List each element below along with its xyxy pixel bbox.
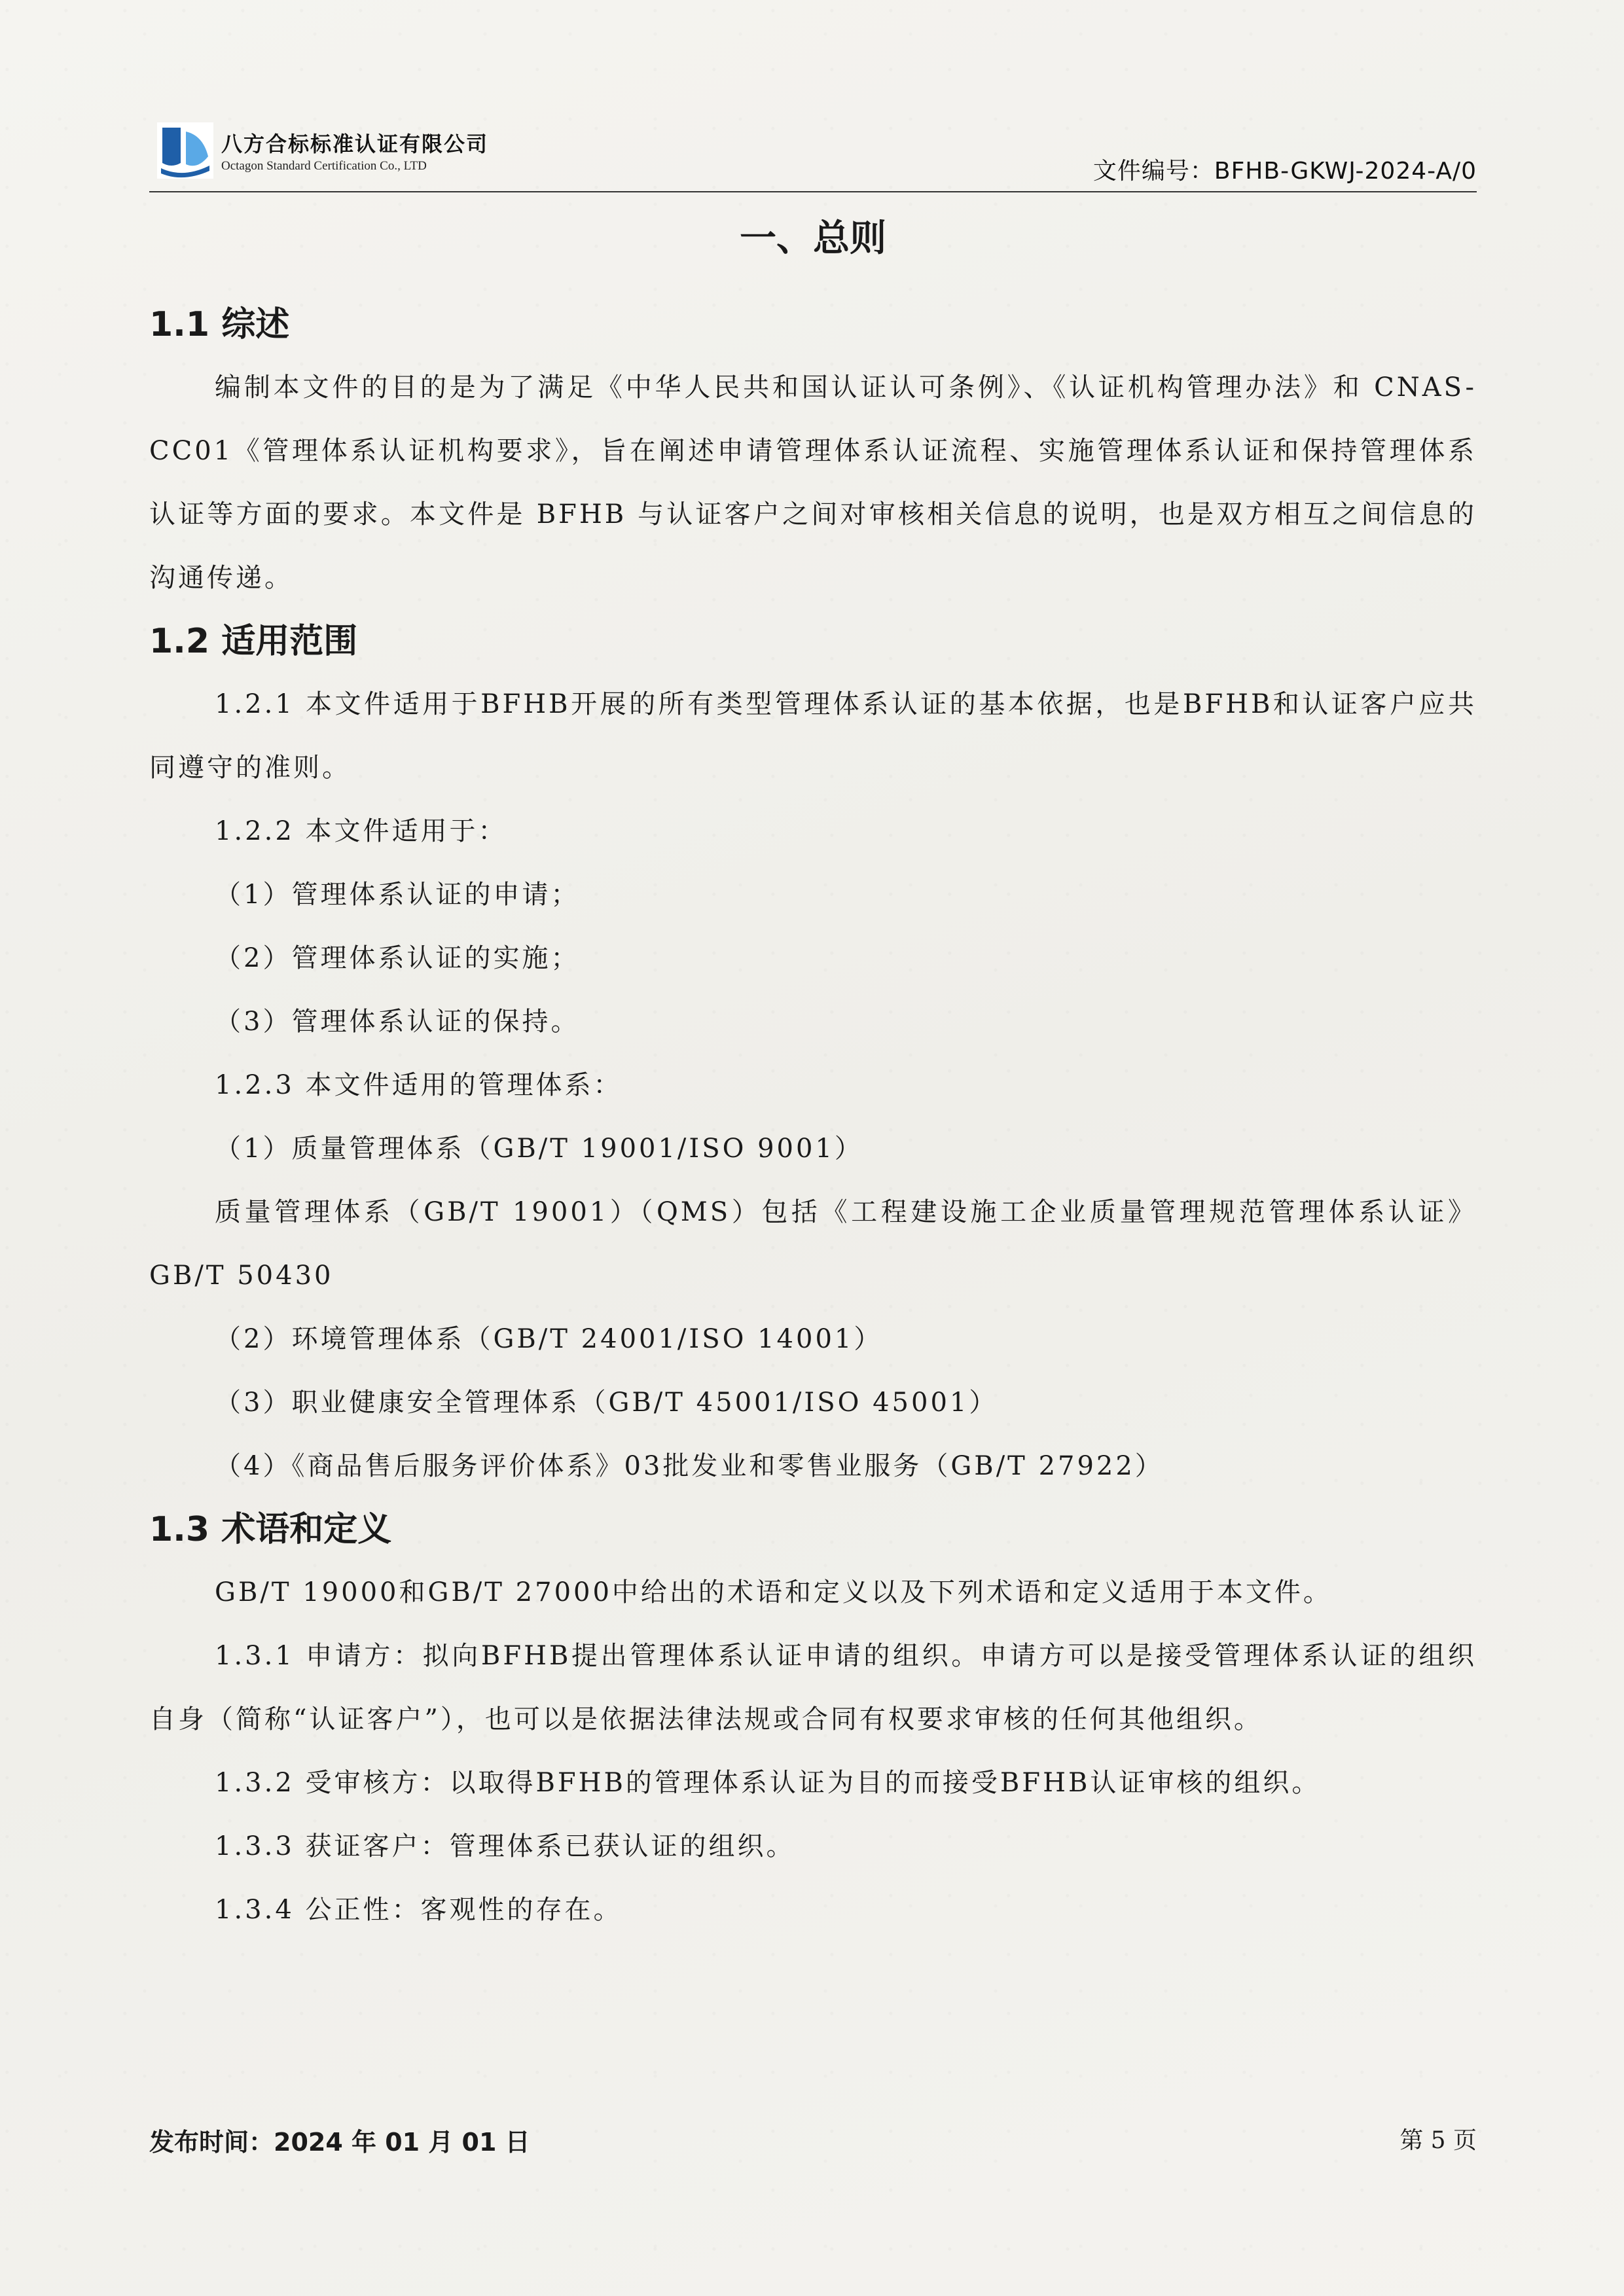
page-header [149, 111, 1477, 192]
paragraph: 1.2.3 本文件适用的管理体系： [215, 1070, 623, 1100]
list-item: （1）管理体系认证的申请； [215, 880, 580, 910]
paragraph: 1.2.1 本文件适用于BFHB开展的所有类型管理体系认证的基本依据，也是BFHB和认证客户应共同遵守的准则。 [149, 689, 1477, 783]
list-item: （3）职业健康安全管理体系（GB/T 45001/ISO 45001） [215, 1388, 998, 1418]
paragraph: 1.3.2 受审核方：以取得BFHB的管理体系认证为目的而接受BFHB认证审核的组织。 [215, 1768, 1321, 1798]
list-item: （4）《商品售后服务评价体系》03批发业和零售业服务（GB/T 27922） [215, 1451, 1164, 1481]
paragraph: 1.3.3 获证客户：管理体系已获认证的组织。 [215, 1831, 795, 1861]
paragraph: 编制本文件的目的是为了满足《中华人民共和国认证认可条例》、《认证机构管理办法》和 CNAS-CC01《管理体系认证机构要求》，旨在阐述申请管理体系认证流程、实施管理体系认证和保持管理体系认证等方面的要求。本文件是 BFHB 与认证客户之间对审核相关信息的说明，也是双方相互之间信息的沟通传递。 [149, 372, 1477, 593]
list-item: （2）环境管理体系（GB/T 24001/ISO 14001） [215, 1324, 883, 1354]
company-name-cn: 八方合标标准认证有限公司 [221, 132, 489, 156]
logo-mark-icon [157, 122, 213, 179]
document-number: 文件编号：BFHB-GKWJ-2024-A/0 [1092, 158, 1477, 185]
company-logo [157, 118, 504, 183]
list-item: （2）管理体系认证的实施； [215, 943, 580, 973]
section-heading-1-3: 1.3 术语和定义 [149, 1510, 392, 1549]
paragraph: GB/T 19000和GB/T 27000中给出的术语和定义以及下列术语和定义适用于本文件。 [215, 1577, 1332, 1607]
section-heading-1-1: 1.1 综述 [149, 305, 290, 344]
publish-date: 发布时间：2024 年 01 月 01 日 [149, 2128, 530, 2157]
paragraph: 1.2.2 本文件适用于： [215, 816, 507, 846]
list-item: （3）管理体系认证的保持。 [215, 1007, 580, 1037]
company-name-en: Octagon Standard Certification Co., LTD [221, 159, 427, 173]
paragraph: 1.3.4 公正性：客观性的存在。 [215, 1895, 623, 1925]
section-heading-1-2: 1.2 适用范围 [149, 622, 358, 661]
page-number: 第 5 页 [1399, 2127, 1477, 2154]
document-body [149, 293, 1477, 1942]
paragraph: 质量管理体系（GB/T 19001）（QMS）包括《工程建设施工企业质量管理规范管理体系认证》GB/T 50430 [149, 1197, 1477, 1291]
chapter-title: 一、总则 [740, 217, 886, 260]
list-item: （1）质量管理体系（GB/T 19001/ISO 9001） [215, 1134, 863, 1164]
paragraph: 1.3.1 申请方：拟向BFHB提出管理体系认证申请的组织。申请方可以是接受管理体系认证的组织自身（简称“认证客户”），也可以是依据法律法规或合同有权要求审核的任何其他组织。 [149, 1641, 1477, 1734]
